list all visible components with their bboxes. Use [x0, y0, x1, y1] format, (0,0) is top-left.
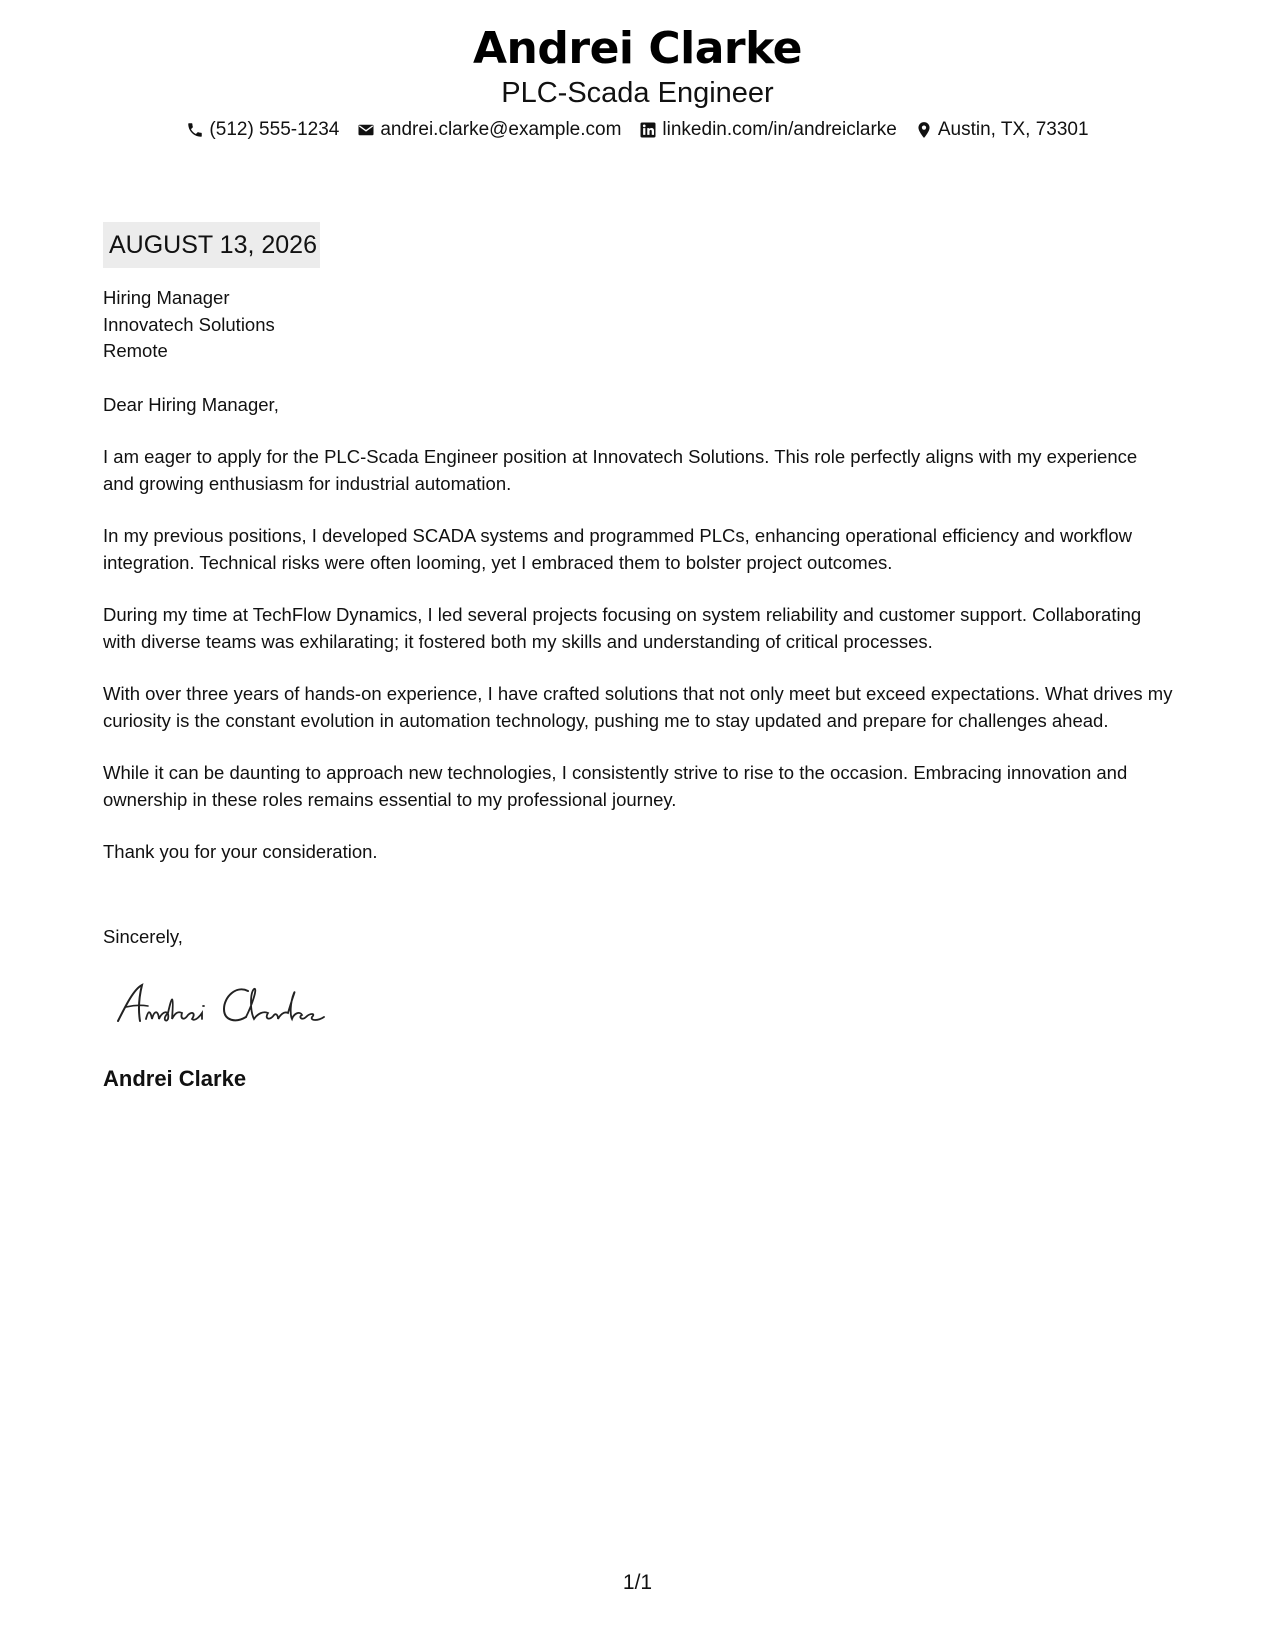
envelope-icon: [357, 121, 375, 139]
email-text: andrei.clarke@example.com: [380, 119, 622, 140]
letter-body: [103, 285, 1173, 866]
contact-email[interactable]: [357, 118, 621, 142]
letter-header: [0, 22, 1275, 142]
letter-paragraph: I am eager to apply for the PLC-Scada Engineer position at Innovatech Solutions. This role perfectly aligns with my experience and growing enthusiasm for industrial automation.: [103, 446, 1138, 494]
letter-paragraph: In my previous positions, I developed SCADA systems and programmed PLCs, enhancing operational efficiency and workflow integration. Technical risks were often looming, yet I embraced them to bolster project outcomes.: [103, 525, 1132, 573]
letter-paragraph: With over three years of hands-on experience, I have crafted solutions that not only meet but exceed expectations. What drives my curiosity is the constant evolution in automation technology, pushing me to stay updated and prepare for challenges ahead.: [103, 683, 1173, 731]
sender-name: Andrei Clarke: [473, 23, 802, 74]
letter-paragraph: While it can be daunting to approach new technologies, I consistently strive to rise to the occasion. Embracing innovation and ownership in these roles remains essential to my professional journey.: [103, 762, 1128, 810]
sender-job-title: PLC-Scada Engineer: [501, 77, 774, 109]
recipient-block: [103, 285, 1173, 365]
letter-paragraph: Thank you for your consideration.: [103, 841, 378, 862]
phone-icon: [186, 121, 204, 139]
signed-name: Andrei Clarke: [103, 1066, 247, 1091]
phone-text: (512) 555-1234: [209, 119, 340, 140]
location-text: Austin, TX, 73301: [937, 119, 1089, 140]
contact-location: [915, 118, 1089, 142]
map-pin-icon: [915, 121, 933, 139]
contact-phone: [186, 118, 339, 142]
handwritten-signature: [112, 975, 362, 1035]
recipient-line: Innovatech Solutions: [103, 313, 275, 335]
contact-info: [0, 118, 1275, 142]
salutation: Dear Hiring Manager,: [103, 393, 279, 415]
letter-paragraph: During my time at TechFlow Dynamics, I led several projects focusing on system reliability and customer support. Collaborating with diverse teams was exhilarating; it fostered both my skills and understanding of critical processes.: [103, 604, 1142, 652]
recipient-line: Remote: [103, 340, 168, 361]
linkedin-text: linkedin.com/in/andreiclarke: [662, 119, 897, 140]
closing-line: Sincerely,: [103, 926, 183, 947]
recipient-line: Hiring Manager: [103, 287, 230, 308]
page-number: 1/1: [622, 1571, 653, 1594]
letter-date: AUGUST 13, 2026: [103, 222, 320, 268]
contact-linkedin[interactable]: [639, 118, 896, 142]
linkedin-icon: [639, 121, 657, 139]
